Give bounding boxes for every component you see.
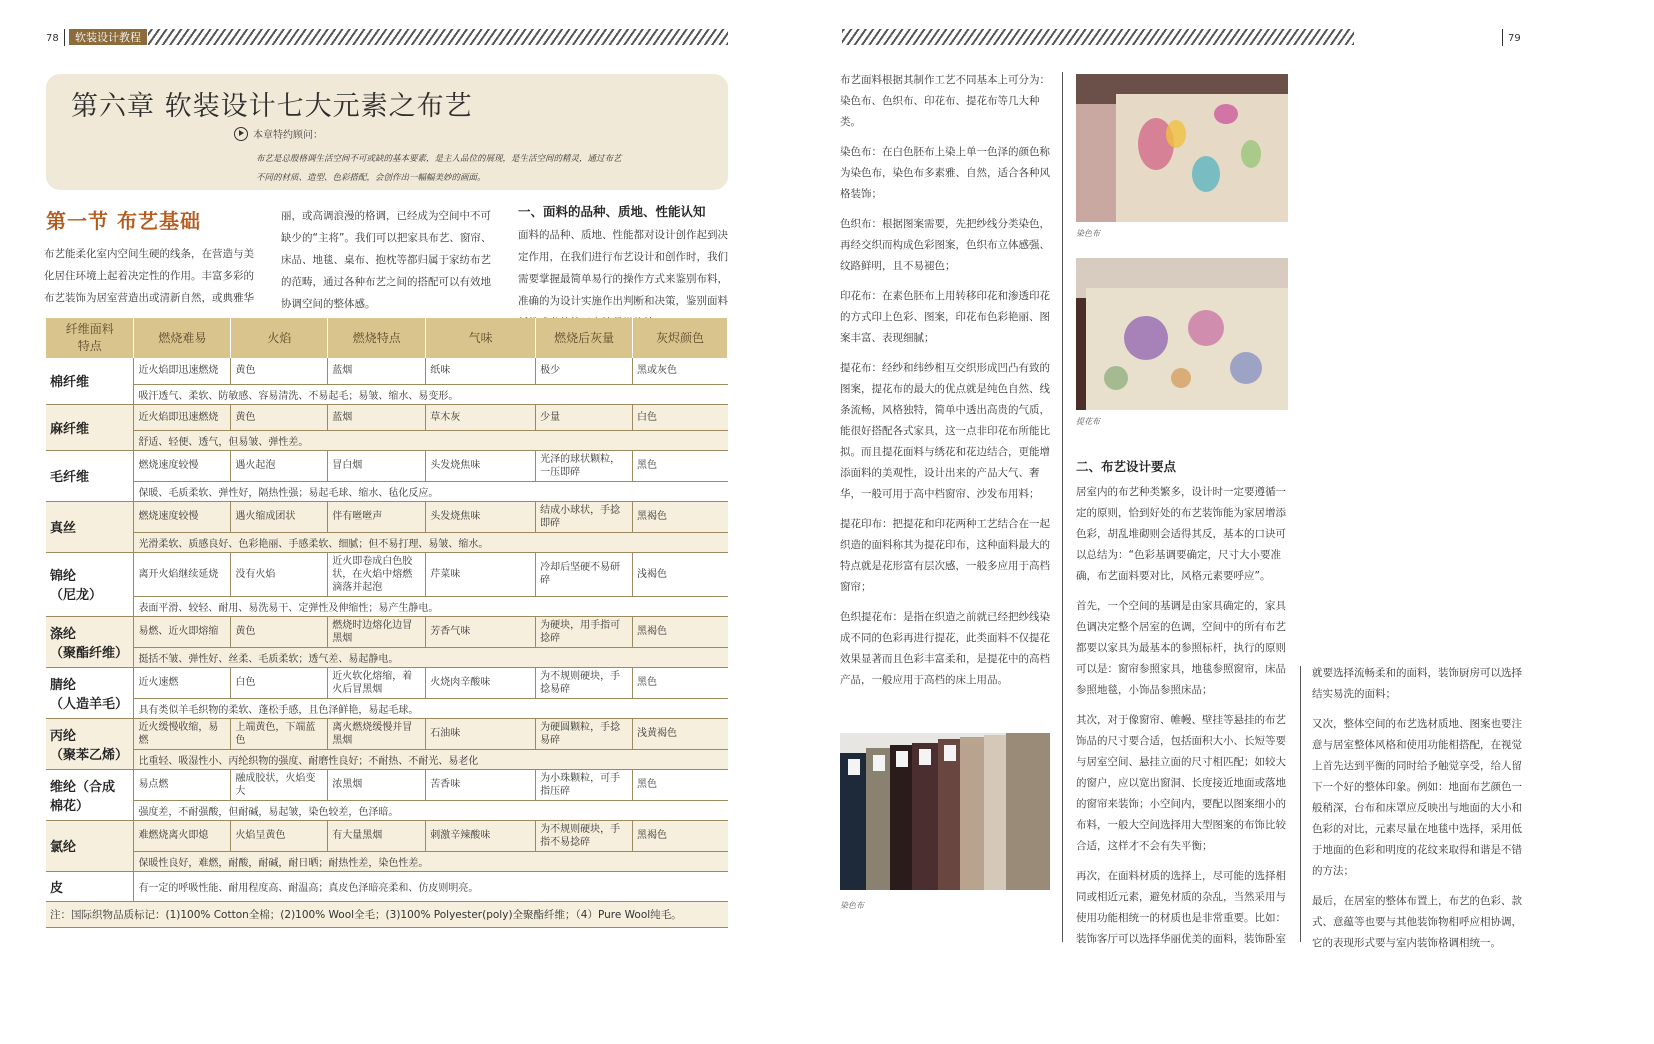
column-header: 火焰 <box>231 318 328 358</box>
fiber-type-cell: 腈纶 （人造羊毛） <box>46 667 134 718</box>
table-cell: 黑色 <box>633 667 728 698</box>
text-line: 的范畴，通过各种布艺之间的搭配可以有效地 <box>281 276 491 288</box>
column-header: 燃烧特点 <box>328 318 426 358</box>
paragraph: 提花印布：把提花和印花两种工艺结合在一起织造的面料称其为提花印布，这种面料最大的特点就是花形富有层次感，一般多应用于高档窗帘； <box>840 518 1050 593</box>
fiber-description-cell: 比重轻、吸湿性小、丙纶织物的强度、耐磨性良好；不耐热、不耐光、易老化 <box>134 749 728 769</box>
paragraph: 最后，在居室的整体布置上，布艺的色彩、款式、意蕴等也要与其他装饰物相呼应相协调，它的表现形式要与室内装饰格调相统一。 <box>1312 895 1522 949</box>
table-row <box>46 718 728 749</box>
table-cell: 为硬块，用手指可捻碎 <box>536 616 633 647</box>
play-circle-icon <box>234 127 248 141</box>
jacquard-fabric-image <box>1076 258 1288 410</box>
table-cell: 易点燃 <box>134 769 231 800</box>
table-cell: 冒白烟 <box>328 450 426 481</box>
table-cell: 近火软化熔缩，着火后冒黑烟 <box>328 667 426 698</box>
page-number-divider <box>1502 29 1503 46</box>
table-cell: 黑或灰色 <box>633 358 728 384</box>
table-cell: 黑褐色 <box>633 501 728 532</box>
table-header-row <box>46 318 728 358</box>
printed-fabric-photo <box>1076 74 1288 222</box>
table-row-desc <box>46 384 728 404</box>
text-line: 丽，或高调浪漫的格调，已经成为空间中不可 <box>281 210 491 222</box>
paragraph: 就要选择流畅柔和的面料，装饰厨房可以选择结实易洗的面料； <box>1312 667 1522 700</box>
table-row <box>46 501 728 532</box>
fiber-description-cell: 表面平滑、较轻、耐用、易洗易干、定弹性及伸缩性；易产生静电。 <box>134 596 728 616</box>
table-row <box>46 871 728 901</box>
column-header: 燃烧后灰量 <box>536 318 633 358</box>
table-cell: 头发烧焦味 <box>426 450 536 481</box>
table-row-desc <box>46 430 728 450</box>
table-cell: 难燃烧离火即熄 <box>134 820 231 851</box>
table-row-desc <box>46 647 728 667</box>
fiber-type-cell: 皮 <box>46 871 134 901</box>
text-line: 布艺装饰为居室营造出或清新自然，或典雅华 <box>44 292 254 304</box>
table-cell: 少量 <box>536 404 633 430</box>
table-cell: 为不规则硬块，手指不易捻碎 <box>536 820 633 851</box>
paragraph: 提花布：经纱和纬纱相互交织形成凹凸有致的图案，提花布的最大的优点就是纯色自然、线条流畅，风格独特，简单中透出高贵的气质，能很好搭配各式家具，这一点非印花布所能比拟。而且提花面料与绣花和花边结合，更能增添面料的美观性，设计出来的产品大气、奢华，一般可用于高中档窗帘、沙发布用料； <box>840 362 1050 500</box>
table-cell: 浅褐色 <box>633 552 728 596</box>
fiber-type-cell: 真丝 <box>46 501 134 552</box>
table-cell: 为不规则硬块，手捻易碎 <box>536 667 633 698</box>
consultant-label: 本章特约顾问： <box>253 130 323 141</box>
table-cell: 上端黄色，下端蓝色 <box>231 718 328 749</box>
intro-line: 不同的材质、造型、色彩搭配，会创作出一幅幅美妙的画面。 <box>256 173 486 183</box>
fiber-type-cell: 维纶（合成 棉花） <box>46 769 134 820</box>
table-cell: 光泽的球状颗粒，一压即碎 <box>536 450 633 481</box>
paragraph: 又次，整体空间的布艺选材质地、图案也要注意与居室整体风格和使用功能相搭配，在视觉上首先达到平衡的同时给予触觉享受，给人留下一个好的整体印象。例如：地面布艺颜色一般稍深，台布和床罩应反映出与地面的大小和色彩的对比，元素尽量在地毯中选择，采用低于地面的色彩和明度的花纹来取得和谐是不错的方法； <box>1312 718 1522 877</box>
column-header: 燃烧难易 <box>134 318 231 358</box>
table-cell: 遇火起泡 <box>231 450 328 481</box>
fabric-types-column <box>840 70 1052 700</box>
fiber-description-cell: 保暖、毛质柔软、弹性好，隔热性强；易起毛球、缩水、毡化反应。 <box>134 481 728 501</box>
fiber-type-cell: 麻纤维 <box>46 404 134 450</box>
table-cell: 芹菜味 <box>426 552 536 596</box>
table-cell: 黑色 <box>633 450 728 481</box>
fiber-type-cell: 棉纤维 <box>46 358 134 404</box>
table-cell: 近火缓慢收缩，易燃 <box>134 718 231 749</box>
page-number-divider <box>64 29 65 46</box>
fiber-description-cell: 有一定的呼吸性能、耐用程度高、耐温高；真皮色泽暗亮柔和、仿皮则明亮。 <box>134 871 728 901</box>
paragraph: 色织布：根据图案需要，先把纱线分类染色，再经交织而构成色彩图案，色织布立体感强、纹路鲜明，且不易褪色； <box>840 218 1050 272</box>
table-cell: 黑褐色 <box>633 616 728 647</box>
fiber-description-cell: 光滑柔软、质感良好、色彩艳丽、手感柔软、细腻；但不易打理、易皱、缩水。 <box>134 532 728 552</box>
table-cell: 白色 <box>231 667 328 698</box>
table-cell: 近火焰即迅速燃烧 <box>134 358 231 384</box>
photo-caption: 提花布 <box>1076 417 1100 426</box>
table-row-desc <box>46 532 728 552</box>
paragraph: 再次，在面料材质的选择上，尽可能的选择相同或相近元素，避免材质的杂乱，当然采用与使用功能相统一的材质也是非常重要。比如：装饰客厅可以选择华丽优美的面料，装饰卧室 <box>1076 870 1286 945</box>
text-line: 布艺能柔化室内空间生硬的线条，在营造与美 <box>44 248 254 260</box>
table-cell: 苦香味 <box>426 769 536 800</box>
chapter-intro <box>256 150 716 188</box>
table-cell: 火焰呈黄色 <box>231 820 328 851</box>
section-title: 第一节 布艺基础 <box>46 209 201 233</box>
table-row-desc <box>46 749 728 769</box>
table-row <box>46 358 728 384</box>
fiber-description-cell: 保暖性良好，难燃，耐酸，耐碱，耐日晒；耐热性差，染色性差。 <box>134 851 728 871</box>
text-line: 面料的品种、质地、性能都对设计创作起到决 <box>518 229 728 241</box>
column-divider <box>1300 666 1301 942</box>
table-cell: 有大量黑烟 <box>328 820 426 851</box>
table-cell: 白色 <box>633 404 728 430</box>
table-row <box>46 769 728 800</box>
table-cell: 近火速燃 <box>134 667 231 698</box>
text-line: 协调空间的整体感。 <box>281 298 376 310</box>
table-cell: 近火焰即迅速燃烧 <box>134 404 231 430</box>
table-row <box>46 450 728 481</box>
table-cell: 冷却后坚硬不易研碎 <box>536 552 633 596</box>
column-divider <box>1062 72 1063 942</box>
text-line: 化居住环境上起着决定性的作用。丰富多彩的 <box>44 270 254 282</box>
column-header: 灰烬颜色 <box>633 318 728 358</box>
table-cell: 伴有咝咝声 <box>328 501 426 532</box>
header-hatch-right <box>842 29 1354 45</box>
table-cell: 火烧肉辛酸味 <box>426 667 536 698</box>
table-cell: 石油味 <box>426 718 536 749</box>
jacquard-fabric-photo <box>1076 258 1288 410</box>
table-cell: 易燃、近火即熔缩 <box>134 616 231 647</box>
table-row-desc <box>46 596 728 616</box>
fiber-burning-table <box>46 318 728 902</box>
table-cell: 纸味 <box>426 358 536 384</box>
fiber-description-cell: 吸汗透气、柔软、防敏感、容易清洗、不易起毛；易皱、缩水、易变形。 <box>134 384 728 404</box>
fabric-samples-image <box>840 733 1050 890</box>
table-cell: 黄色 <box>231 404 328 430</box>
table-cell: 离开火焰继续延烧 <box>134 552 231 596</box>
paragraph: 印花布：在素色胚布上用转移印花和渗透印花的方式印上色彩、图案，印花布色彩艳丽、图案丰富、表现细腻； <box>840 290 1050 344</box>
table-cell: 蓝烟 <box>328 358 426 384</box>
table-cell: 黑色 <box>633 769 728 800</box>
table-cell: 近火即卷成白色胶状，在火焰中熔燃滴落并起泡 <box>328 552 426 596</box>
table-cell: 为小珠颗粒，可手指压碎 <box>536 769 633 800</box>
table-cell: 草木灰 <box>426 404 536 430</box>
table-cell: 头发烧焦味 <box>426 501 536 532</box>
fiber-type-cell: 毛纤维 <box>46 450 134 501</box>
text-line: 准确的为设计实施作出判断和决策，鉴别面料 <box>518 295 728 307</box>
table-cell: 黄色 <box>231 358 328 384</box>
table-row-desc <box>46 481 728 501</box>
chapter-header-box <box>46 74 728 190</box>
table-cell: 黑褐色 <box>633 820 728 851</box>
fiber-description-cell: 挺括不皱、弹性好、丝柔、毛质柔软；透气差、易起静电。 <box>134 647 728 667</box>
table-cell: 燃烧速度较慢 <box>134 450 231 481</box>
table-cell: 为硬圆颗粒，手捻易碎 <box>536 718 633 749</box>
paragraph: 首先，一个空间的基调是由家具确定的，家具色调决定整个居室的色调，空间中的所有布艺都要以家具为最基本的参照标杆，执行的原则可以是：窗帘参照家具，地毯参照窗帘，床品参照地毯，小饰品参照床品； <box>1076 600 1286 696</box>
table-cell: 燃烧速度较慢 <box>134 501 231 532</box>
table-cell: 极少 <box>536 358 633 384</box>
table-cell: 没有火焰 <box>231 552 328 596</box>
table-note: 注：国际织物品质标记：(1)100% Cotton全棉；(2)100% Wool全毛；(3)100% Polyester(poly)全聚酯纤维；（4）Pure Wool纯毛。 <box>46 902 728 928</box>
printed-fabric-image <box>1076 74 1288 222</box>
fiber-table-wrap <box>46 318 728 928</box>
table-row <box>46 552 728 596</box>
paragraph: 染色布：在白色胚布上染上单一色泽的颜色称为染色布，染色布多素雅、自然，适合各种风格装饰； <box>840 146 1050 200</box>
fiber-description-cell: 具有类似羊毛织物的柔软、蓬松手感，且色泽鲜艳，易起毛球。 <box>134 698 728 718</box>
header-hatch-left <box>148 29 728 45</box>
table-cell: 遇火缩成团状 <box>231 501 328 532</box>
paragraph: 布艺面料根据其制作工艺不同基本上可分为：染色布、色织布、印花布、提花布等几大种类。 <box>840 74 1050 128</box>
column-header: 纤维面料 特点 <box>46 318 134 358</box>
table-row <box>46 820 728 851</box>
fiber-type-cell: 锦纶 （尼龙） <box>46 552 134 616</box>
fiber-type-cell: 氯纶 <box>46 820 134 871</box>
table-row-desc <box>46 851 728 871</box>
design-points-column-cont <box>1312 663 1526 963</box>
table-cell: 浅黄褐色 <box>633 718 728 749</box>
text-line: 床品、地毯、桌布、抱枕等都归属于家纺布艺 <box>281 254 491 266</box>
intro-line: 布艺是总殷格调生活空间不可或缺的基本要素，是主人品位的展现，是生活空间的精灵，通过布艺 <box>256 154 622 164</box>
text-line: 缺少的“主将”。我们可以把家具布艺、窗帘、 <box>281 232 492 244</box>
fiber-type-cell: 涤纶 （聚酯纤维） <box>46 616 134 667</box>
chapter-title: 第六章 软装设计七大元素之布艺 <box>71 91 473 122</box>
table-cell: 离火燃烧缓慢并冒黑烟 <box>328 718 426 749</box>
text-line: 定作用，在我们进行布艺设计和创作时，我们 <box>518 251 728 263</box>
fiber-description-cell: 强度差，不耐强酸，但耐碱，易起皱，染色较差，色泽暗。 <box>134 800 728 820</box>
table-cell: 燃烧时边熔化边冒黑烟 <box>328 616 426 647</box>
section-paragraph <box>44 243 264 309</box>
table-row-desc <box>46 698 728 718</box>
design-points-column <box>1076 482 1288 959</box>
middle-paragraph <box>281 205 503 315</box>
table-cell: 融成胶状，火焰变大 <box>231 769 328 800</box>
paragraph: 其次，对于像窗帘、帷幔、壁挂等悬挂的布艺饰品的尺寸要合适，包括面积大小、长短等要与居室空间、悬挂立面的尺寸相匹配；如较大的窗户，应以宽出窗洞、长度接近地面或落地的窗帘来装饰；小空间内，要配以图案细小的布料，一般大空间选择用大型图案的布饰比较合适，这样才不会有失平衡； <box>1076 714 1286 852</box>
text-line: 需要掌握最简单易行的操作方式来鉴别布料， <box>518 273 728 285</box>
table-cell: 芳香气味 <box>426 616 536 647</box>
fabric-samples-photo <box>840 733 1050 890</box>
book-title-tag: 软装设计教程 <box>69 29 147 45</box>
fiber-type-cell: 丙纶 （聚苯乙烯） <box>46 718 134 769</box>
table-row-desc <box>46 800 728 820</box>
table-cell: 浓黑烟 <box>328 769 426 800</box>
subsection-title-2: 二、布艺设计要点 <box>1076 459 1177 474</box>
photo-caption: 染色布 <box>840 901 864 910</box>
table-row <box>46 616 728 647</box>
photo-caption: 染色布 <box>1076 229 1100 238</box>
column-header: 气味 <box>426 318 536 358</box>
table-cell: 刺激辛辣酸味 <box>426 820 536 851</box>
right-page-number: 79 <box>1508 33 1521 44</box>
left-page-number: 78 <box>46 33 59 44</box>
subsection-title-1: 一、面料的品种、质地、性能认知 <box>518 204 706 219</box>
table-cell: 蓝烟 <box>328 404 426 430</box>
table-row <box>46 404 728 430</box>
table-row <box>46 667 728 698</box>
paragraph: 色织提花布：是指在织造之前就已经把纱线染成不同的色彩再进行提花，此类面料不仅提花效果显著而且色彩丰富柔和，是提花中的高档产品，一般应用于高档的床上用品。 <box>840 611 1050 686</box>
table-cell: 结成小球状，手捻即碎 <box>536 501 633 532</box>
paragraph: 居室内的布艺种类繁多，设计时一定要遵循一定的原则，恰到好处的布艺装饰能为家居增添色彩，胡乱堆砌则会适得其反，基本的口诀可以总结为：“色彩基调要确定，尺寸大小要准确，布艺面料要对比，风格元素要呼应”。 <box>1076 486 1286 582</box>
table-cell: 黄色 <box>231 616 328 647</box>
consultant-line <box>234 126 323 141</box>
fiber-description-cell: 舒适、轻便、透气，但易皱、弹性差。 <box>134 430 728 450</box>
